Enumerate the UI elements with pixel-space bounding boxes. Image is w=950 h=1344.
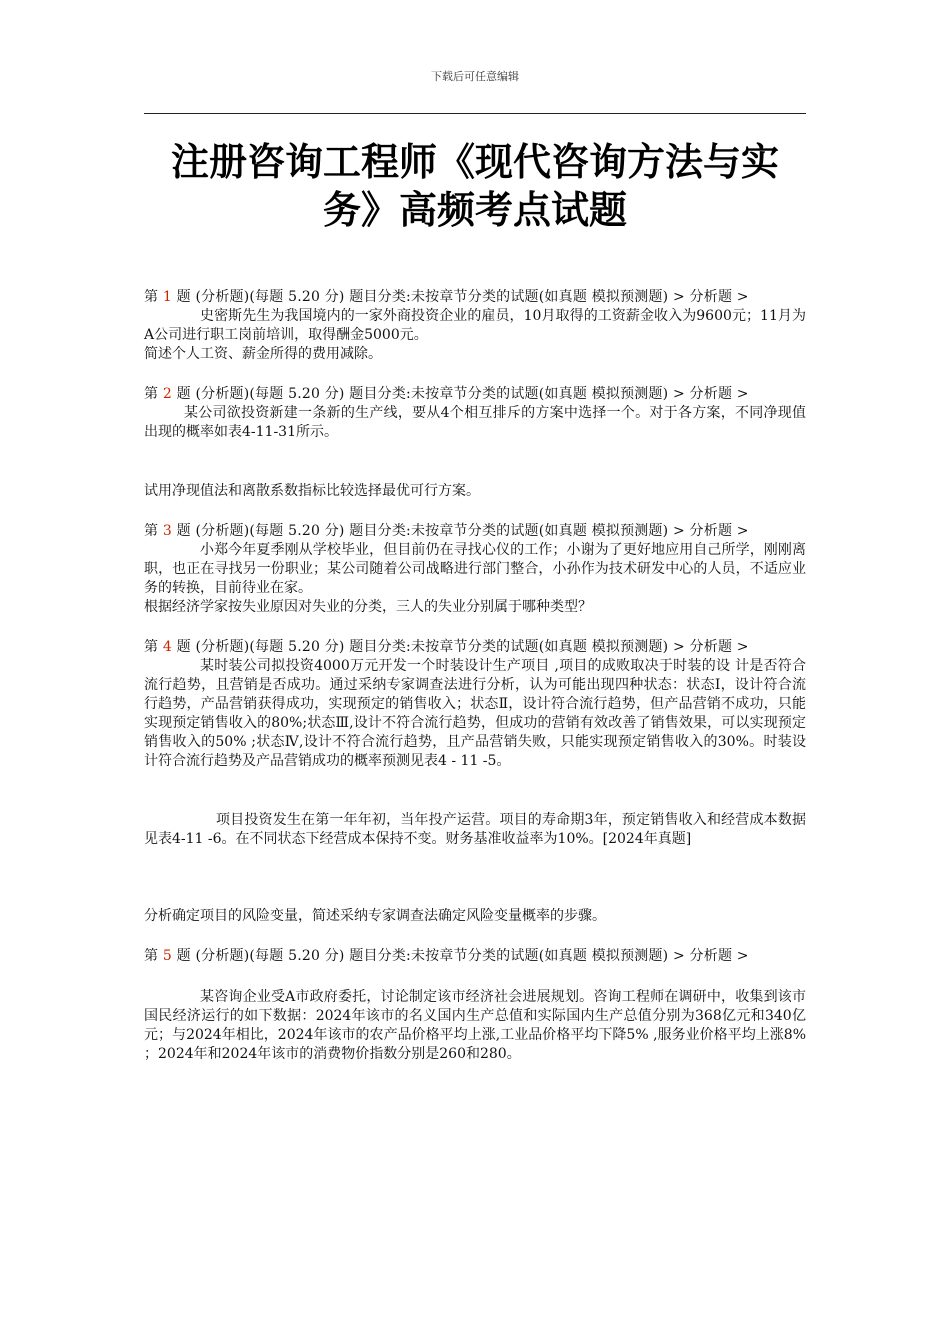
- question-header: [144, 288, 806, 307]
- question-meta: 题 (分析题)(每题 5.20 分) 题目分类:未按章节分类的试题(如真题 模拟预测题) > 分析题 >: [171, 386, 749, 402]
- question-body: 某咨询企业受A市政府委托，讨论制定该市经济社会进展规划。咨询工程师在调研中，收集到该市国民经济运行的如下数据：2024年该市的名义国内生产总值和实际国内生产总值分别为368亿元和340亿元；与2024年相比，2024年该市的农产品价格平均上涨,工业品价格平均下降5% ,服务业价格平均上涨8% ；2024年和2024年该市的消费物价指数分别是260和280。: [144, 989, 806, 1062]
- question-prefix: 第: [144, 948, 163, 964]
- question-2: [144, 385, 806, 501]
- question-prefix: 第: [144, 386, 163, 402]
- table-placeholder-gap: [144, 442, 806, 482]
- question-number: 4: [162, 639, 172, 655]
- question-header: [144, 385, 806, 404]
- document-title: 注册咨询工程师《现代咨询方法与实务》高频考点试题: [170, 140, 779, 232]
- question-3: [144, 522, 806, 617]
- question-5: [144, 947, 806, 1064]
- header-rule: [144, 113, 806, 114]
- question-body: 某时装公司拟投资4000万元开发一个时装设计生产项目 ,项目的成败取决于时装的设 计是否符合流行趋势，且营销是否成功。通过采纳专家调查法进行分析，认为可能出现四种状态：状态Ⅰ，设计符合流行趋势，产品营销获得成功，实现预定的销售收入；状态Ⅱ，设计符合流行趋势，但产品营销不成功，只能实现预定销售收入的80%;状态Ⅲ,设计不符合流行趋势，但成功的营销有效改善了销售效果，可以实现预定销售收入的50% ;状态Ⅳ,设计不符合流行趋势，且产品营销失败，只能实现预定销售收入的30%。时装设计符合流行趋势及产品营销成功的概率预测见表4 - 11 -5。: [144, 658, 806, 769]
- question-body-continued: 项目投资发生在第一年年初，当年投产运营。项目的寿命期3年，预定销售收入和经营成本数据见表4-11 -6。在不同状态下经营成本保持不变。财务基准收益率为10%。[2024年真题]: [144, 812, 806, 847]
- question-number: 1: [162, 289, 172, 305]
- table-placeholder-gap: [144, 771, 806, 811]
- question-number: 2: [162, 386, 172, 402]
- question-meta: 题 (分析题)(每题 5.20 分) 题目分类:未按章节分类的试题(如真题 模拟预测题) > 分析题 >: [171, 639, 749, 655]
- question-prefix: 第: [144, 289, 163, 305]
- question-prefix: 第: [144, 523, 163, 539]
- spacer: [144, 966, 806, 988]
- page-header: 下载后可任意编辑: [431, 70, 519, 83]
- question-header: [144, 638, 806, 657]
- question-prompt: 试用净现值法和离散系数指标比较选择最优可行方案。: [144, 483, 480, 499]
- question-number: 3: [162, 523, 172, 539]
- question-body: 史密斯先生为我国境内的一家外商投资企业的雇员，10月取得的工资薪金收入为9600元；11月为A公司进行职工岗前培训，取得酬金5000元。: [144, 308, 806, 343]
- question-body: 小郑今年夏季刚从学校毕业，但目前仍在寻找心仪的工作；小谢为了更好地应用自己所学，刚刚离职，也正在寻找另一份职业；某公司随着公司战略进行部门整合，小孙作为技术研发中心的人员，不适应业务的转换，目前待业在家。: [144, 542, 806, 596]
- question-prefix: 第: [144, 639, 163, 655]
- question-prompt: 分析确定项目的风险变量，简述采纳专家调查法确定风险变量概率的步骤。: [144, 908, 606, 924]
- question-meta: 题 (分析题)(每题 5.20 分) 题目分类:未按章节分类的试题(如真题 模拟预测题) > 分析题 >: [171, 289, 749, 305]
- table-placeholder-gap: [144, 849, 806, 907]
- question-header: [144, 947, 806, 966]
- question-body: 某公司欲投资新建一条新的生产线，要从4个相互排斥的方案中选择一个。对于各方案，不同净现值出现的概率如表4-11-31所示。: [144, 405, 806, 440]
- question-number: 5: [162, 948, 172, 964]
- question-prompt: 简述个人工资、薪金所得的费用减除。: [144, 346, 382, 362]
- question-1: [144, 288, 806, 364]
- questions-section: [144, 288, 806, 1085]
- question-header: [144, 522, 806, 541]
- question-prompt: 根据经济学家按失业原因对失业的分类，三人的失业分别属于哪种类型？: [144, 599, 592, 615]
- question-meta: 题 (分析题)(每题 5.20 分) 题目分类:未按章节分类的试题(如真题 模拟预测题) > 分析题 >: [171, 523, 749, 539]
- question-meta: 题 (分析题)(每题 5.20 分) 题目分类:未按章节分类的试题(如真题 模拟预测题) > 分析题 >: [171, 948, 749, 964]
- question-4: [144, 638, 806, 926]
